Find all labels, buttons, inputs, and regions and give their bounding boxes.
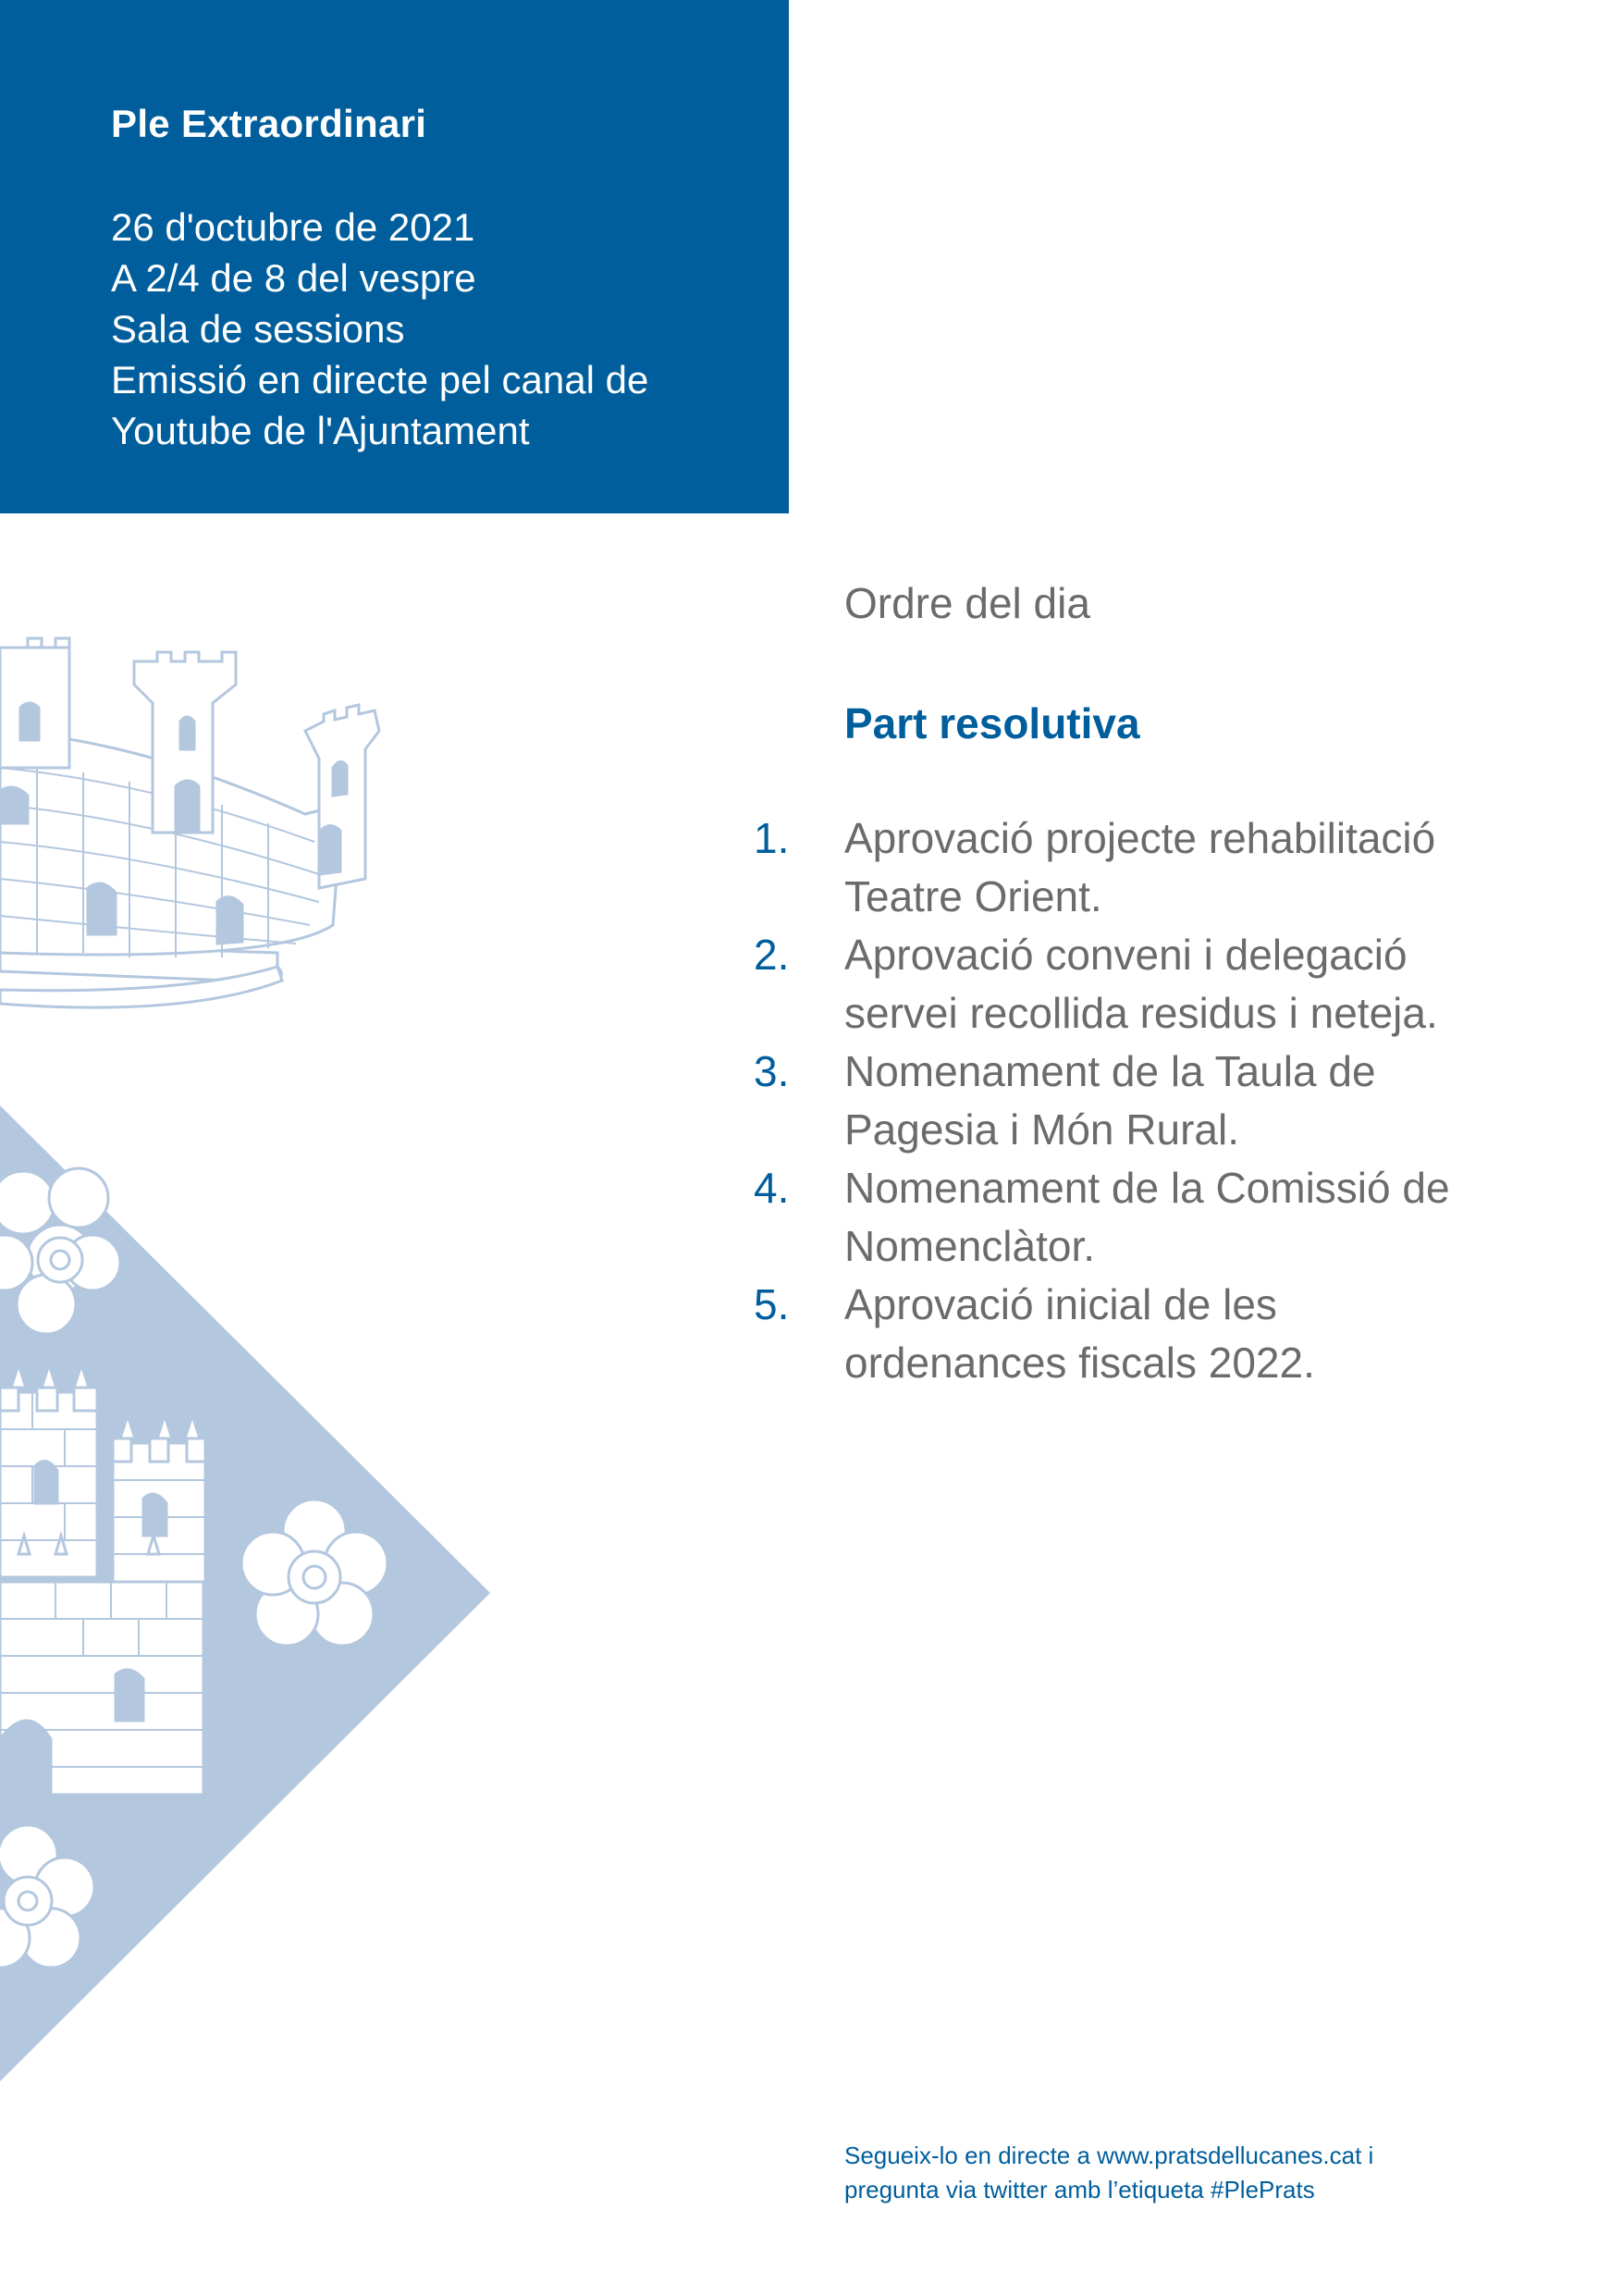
footer-note: Segueix-lo en directe a www.pratsdellucanes.cat i pregunta via twitter amb l’etiqueta #PlePrats [844,2142,1374,2203]
meeting-venue: Sala de sessions [111,307,405,351]
agenda-item [754,1043,1586,1159]
meeting-broadcast-line-1: Emissió en directe pel canal de [111,358,649,401]
agenda-item-text: Aprovació conveni i delegació servei recollida residus i neteja. [844,931,1438,1037]
agenda-item-text: Aprovació projecte rehabilitació Teatre Orient. [844,814,1436,920]
agenda-item [754,926,1586,1043]
meeting-time: A 2/4 de 8 del vespre [111,256,476,300]
agenda-item-text: Nomenament de la Taula de Pagesia i Món Rural. [844,1047,1376,1154]
agenda-item [754,1276,1586,1392]
meeting-title: Ple Extraordinari [111,102,427,145]
meeting-date: 26 d'octubre de 2021 [111,205,475,249]
agenda-item [754,1159,1586,1276]
agenda-title: Ordre del dia [844,579,1090,627]
agenda-item-number: 3. [754,1047,790,1095]
agenda-item-number: 2. [754,931,790,979]
crown-icon [0,638,379,1007]
coat-of-arms-watermark [0,0,518,2081]
agenda-item-number: 1. [754,814,790,862]
agenda-item-text: Nomenament de la Comissió de Nomenclàtor. [844,1164,1450,1270]
agenda-item [754,809,1586,926]
shield-icon [0,1105,490,2081]
section-title: Part resolutiva [844,699,1140,747]
meeting-broadcast-line-2: Youtube de l'Ajuntament [111,409,530,452]
agenda-item-number: 4. [754,1164,790,1212]
agenda-item-number: 5. [754,1280,790,1328]
agenda-item-text: Aprovació inicial de les ordenances fiscals 2022. [844,1280,1315,1387]
agenda-list [754,809,1586,1392]
